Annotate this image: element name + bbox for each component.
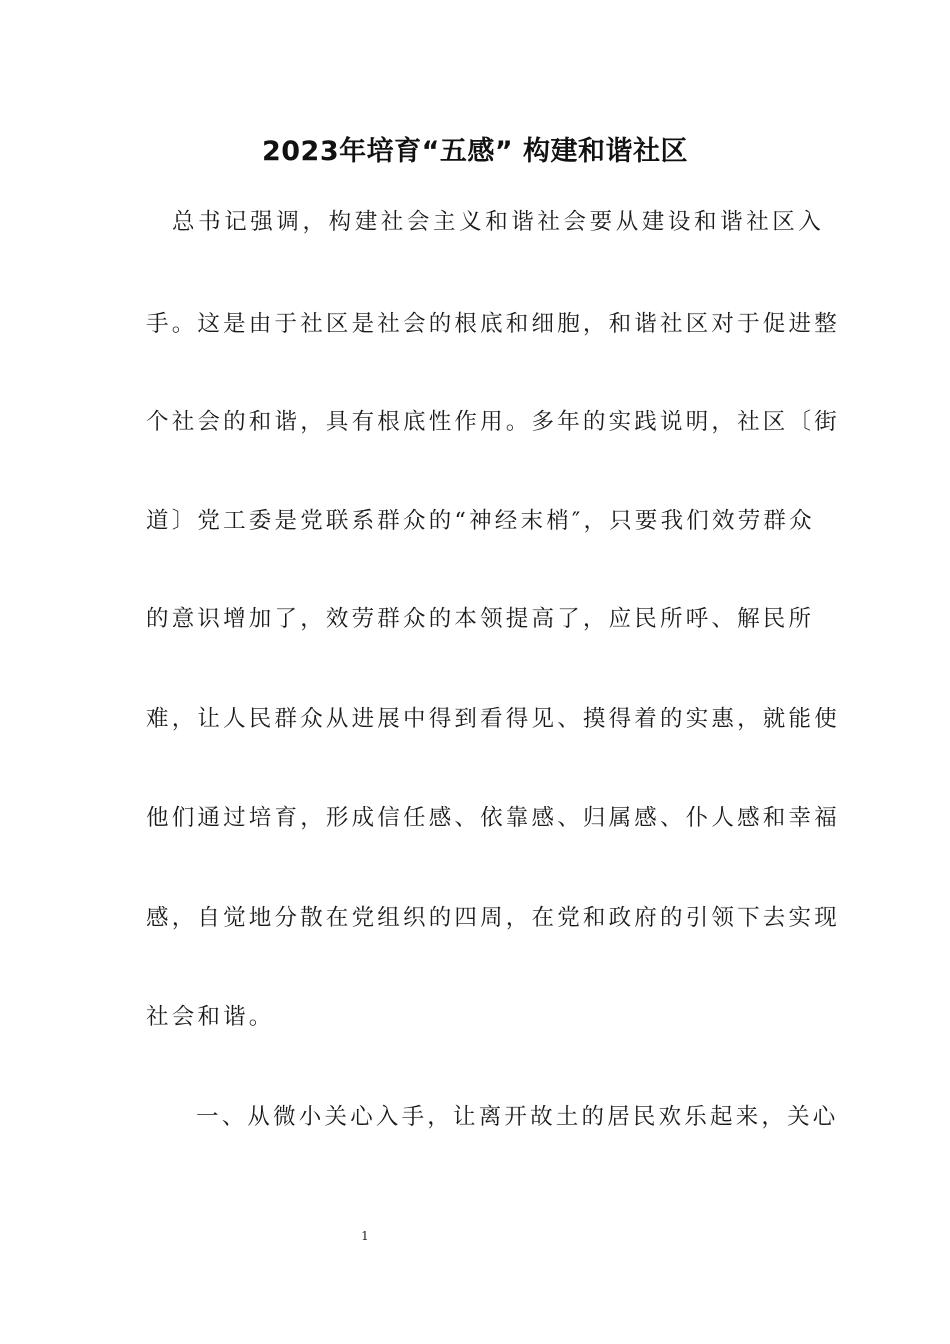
paragraph-line: 他们通过培育，形成信任感、依靠感、归属感、仆人感和幸福 — [146, 805, 840, 831]
paragraph-line: 感，自觉地分散在党组织的四周，在党和政府的引领下去实现 — [146, 905, 840, 931]
paragraph-line: 个社会的和谐，具有根底性作用。多年的实践说明，社区〔街 — [146, 409, 840, 435]
paragraph-line: 的意识增加了，效劳群众的本领提高了，应民所呼、解民所 — [146, 606, 815, 632]
paragraph-line: 社会和谐。 — [146, 1004, 275, 1030]
paragraph-line: 道〕党工委是党联系群众的“神经末梢″，只要我们效劳群众 — [146, 508, 815, 534]
paragraph-line: 总书记强调，构建社会主义和谐社会要从建设和谐社区入 — [172, 209, 825, 235]
document-title: 2023年培育“五感” 构建和谐社区 — [261, 136, 689, 167]
page-number: 1 — [361, 1229, 369, 1243]
section-heading-line: 一、从微小关心入手，让离开故土的居民欢乐起来，关心 — [196, 1104, 839, 1130]
paragraph-line: 难，让人民群众从进展中得到看得见、摸得着的实惠，就能使 — [146, 706, 840, 732]
paragraph-line: 手。这是由于社区是社会的根底和细胞，和谐社区对于促进整 — [146, 311, 840, 337]
